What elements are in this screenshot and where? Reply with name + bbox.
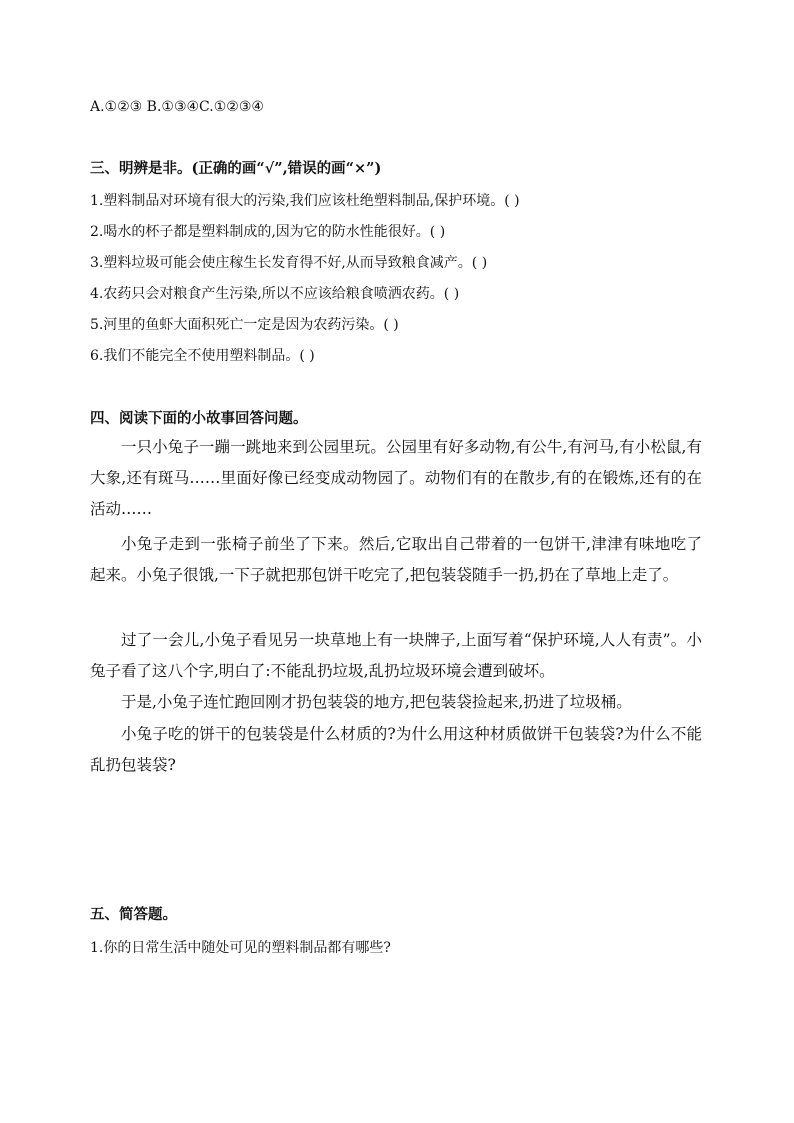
- section-4-heading: 四、阅读下面的小故事回答问题。: [90, 410, 308, 427]
- question-paragraph: 小兔子吃的饼干的包装袋是什么材质的?为什么用这种材质做饼干包装袋?为什么不能乱扔包装袋?: [90, 725, 702, 774]
- story-paragraph: 小兔子走到一张椅子前坐了下来。然后,它取出自己带着的一包饼干,津津有味地吃了起来。小兔子很饿,一下子就把那包饼干吃完了,把包装袋随手一扔,扔在了草地上走了。: [90, 535, 702, 584]
- story-paragraph: 一只小兔子一蹦一跳地来到公园里玩。公园里有好多动物,有公牛,有河马,有小松鼠,有大象,还有斑马……里面好像已经变成动物园了。动物们有的在散步,有的在锻炼,还有的在活动……: [90, 438, 702, 518]
- section-3-heading: 三、明辨是非。(正确的画“√”,错误的画“×”): [90, 160, 382, 177]
- section-5-heading: 五、简答题。: [90, 906, 177, 923]
- judgement-item: 3.塑料垃圾可能会使庄稼生长发育得不好,从而导致粮食减产。( ): [90, 255, 488, 271]
- story-paragraph: 过了一会儿,小兔子看见另一块草地上有一块牌子,上面写着“保护环境,人人有责”。小兔子看了这八个字,明白了:不能乱扔垃圾,乱扔垃圾环境会遭到破坏。: [90, 631, 702, 680]
- judgement-item: 6.我们不能完全不使用塑料制品。( ): [90, 348, 315, 364]
- choices-line: A.①②③ B.①③④C.①②③④: [90, 99, 264, 115]
- story-paragraph: 于是,小兔子连忙跑回刚才扔包装袋的地方,把包装袋捡起来,扔进了垃圾桶。: [121, 693, 632, 711]
- judgement-item: 5.河里的鱼虾大面积死亡一定是因为农药污染。( ): [90, 317, 399, 333]
- judgement-item: 2.喝水的杯子都是塑料制成的,因为它的防水性能很好。( ): [90, 224, 446, 240]
- judgement-item: 4.农药只会对粮食产生污染,所以不应该给粮食喷洒农药。( ): [90, 286, 460, 302]
- judgement-item: 1.塑料制品对环境有很大的污染,我们应该杜绝塑料制品,保护环境。( ): [90, 193, 520, 209]
- short-answer-item: 1.你的日常生活中随处可见的塑料制品都有哪些?: [90, 940, 391, 956]
